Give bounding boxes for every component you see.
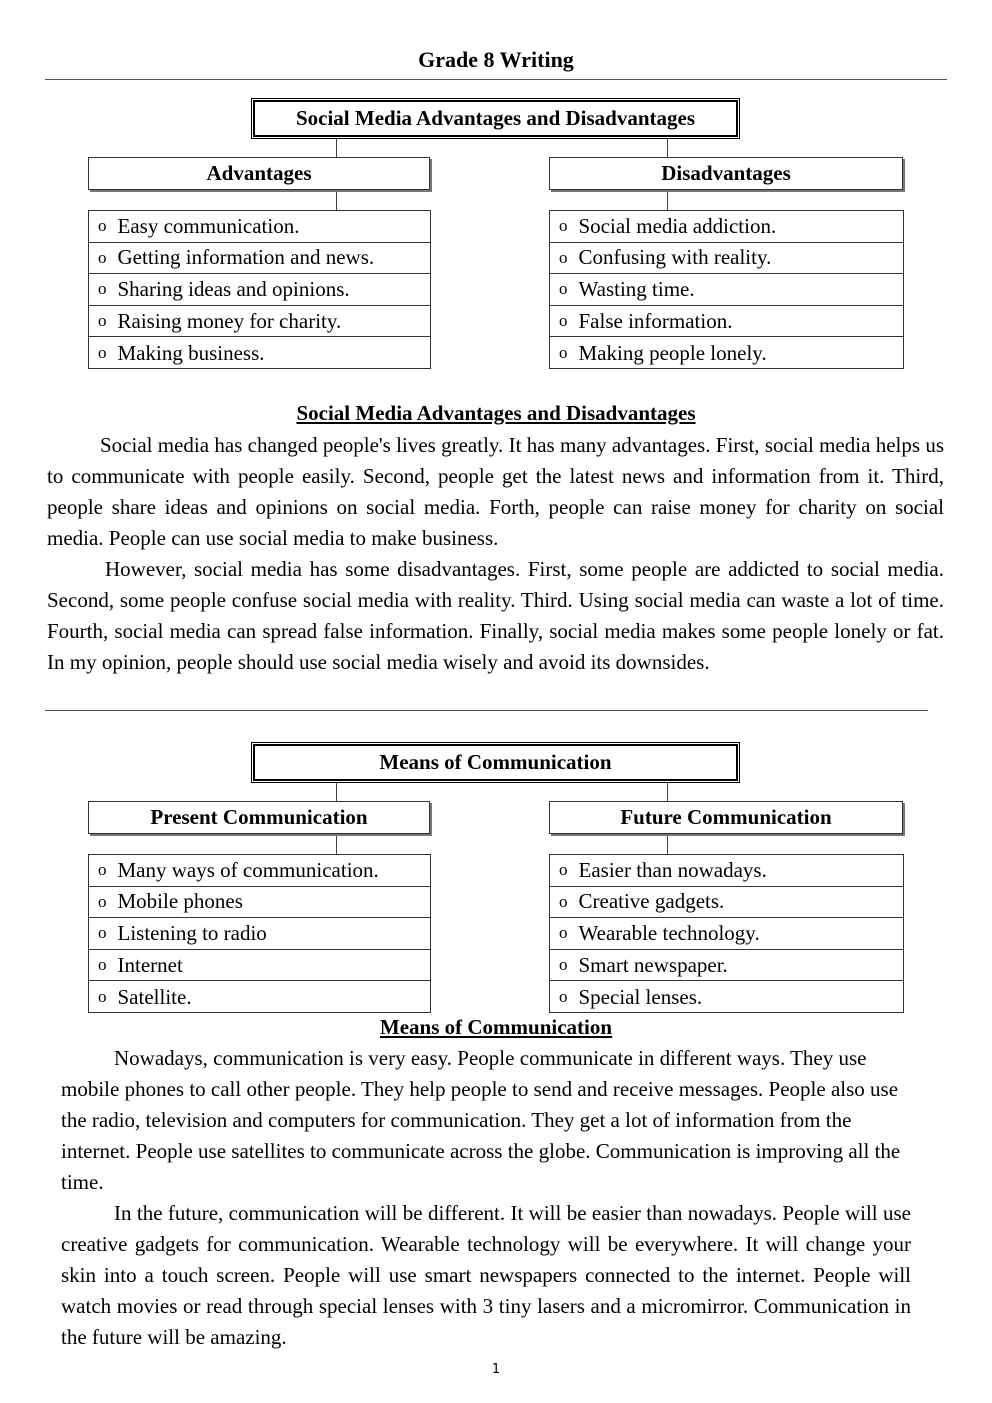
header-divider — [45, 79, 947, 80]
list-item: o Creative gadgets. — [550, 887, 903, 919]
essay-title-social-media: Social Media Advantages and Disadvantages — [296, 401, 696, 425]
list-item: o Special lenses. — [559, 984, 703, 1009]
circle-bullet-icon: o — [559, 216, 568, 236]
list-item: o Confusing with reality. — [550, 243, 903, 275]
list-item: o Easier than nowadays. — [550, 855, 903, 887]
circle-bullet-icon: o — [98, 987, 107, 1007]
list-item: o Many ways of communication. — [89, 855, 430, 887]
circle-bullet-icon: o — [98, 923, 107, 943]
disadvantages-heading: Disadvantages — [661, 161, 791, 185]
list-item: o Satellite. — [98, 984, 192, 1009]
diagram-main-title: Means of Communication — [379, 750, 612, 774]
circle-bullet-icon: o — [98, 216, 107, 236]
circle-bullet-icon: o — [559, 923, 568, 943]
list-item: o Social media addiction. — [550, 211, 903, 243]
list-item: o Wasting time. — [550, 274, 903, 306]
list-item: o Wearable technology. — [550, 918, 903, 950]
connector-line — [336, 192, 337, 210]
connector-line — [667, 783, 668, 801]
circle-bullet-icon: o — [559, 343, 568, 363]
essay-paragraph: However, social media has some disadvantages. First, some people are addicted to social media. Second, some people confuse social media with reality. Third. Using social media can waste a lot of time. Fourth, social media can spread false information. Finally, social media makes some people lonely or fat. In my opinion, people should use social media wisely and avoid its downsides. — [47, 557, 944, 674]
present-communication-heading: Present Communication — [150, 805, 368, 829]
list-item: o Sharing ideas and opinions. — [89, 274, 430, 306]
advantages-list — [88, 210, 431, 369]
circle-bullet-icon: o — [559, 987, 568, 1007]
essay-title-communication: Means of Communication — [379, 1015, 613, 1039]
circle-bullet-icon: o — [98, 891, 107, 911]
page-number: 1 — [491, 1362, 501, 1377]
essay-body-social-media — [47, 430, 944, 678]
disadvantages-heading-box — [549, 157, 903, 190]
diagram-main-title-box — [251, 98, 740, 139]
diagram-main-title: Social Media Advantages and Disadvantages — [295, 106, 696, 130]
essay-paragraph: Nowadays, communication is very easy. People communicate in different ways. They use mobile phones to call other people. They help people to send and receive messages. People also use the radio, television and computers for communication. They get a lot of information from the internet. People use satellites to communicate across the globe. Communication is improving all the time. — [61, 1046, 901, 1194]
circle-bullet-icon: o — [559, 247, 568, 267]
future-communication-list — [549, 854, 904, 1013]
future-communication-heading-box — [549, 801, 903, 834]
list-item: o Smart newspaper. — [550, 950, 903, 982]
circle-bullet-icon: o — [559, 891, 568, 911]
disadvantages-list — [549, 210, 904, 369]
section-divider — [45, 710, 928, 711]
circle-bullet-icon: o — [559, 311, 568, 331]
list-item: o Making business. — [98, 340, 265, 365]
essay-paragraph: Social media has changed people's lives greatly. It has many advantages. First, social media helps us to communicate with people easily. Second, people get the latest news and information from it. Third, people share ideas and opinions on social media. Forth, people can raise money for charity on social media. People can use social media to make business. — [47, 433, 944, 550]
advantages-heading-box — [88, 157, 430, 190]
diagram-main-title-box — [251, 742, 740, 783]
connector-line — [667, 836, 668, 854]
circle-bullet-icon: o — [98, 311, 107, 331]
list-item: o False information. — [550, 306, 903, 338]
circle-bullet-icon: o — [559, 955, 568, 975]
circle-bullet-icon: o — [98, 955, 107, 975]
page-title: Grade 8 Writing — [418, 47, 574, 72]
circle-bullet-icon: o — [98, 860, 107, 880]
connector-line — [336, 139, 337, 157]
list-item: o Raising money for charity. — [89, 306, 430, 338]
connector-line — [336, 836, 337, 854]
circle-bullet-icon: o — [98, 279, 107, 299]
connector-line — [667, 192, 668, 210]
list-item: o Getting information and news. — [89, 243, 430, 275]
list-item: o Making people lonely. — [559, 340, 767, 365]
future-communication-heading: Future Communication — [620, 805, 832, 829]
present-communication-list — [88, 854, 431, 1013]
connector-line — [667, 139, 668, 157]
list-item: o Easy communication. — [89, 211, 430, 243]
advantages-heading: Advantages — [206, 161, 312, 185]
present-communication-heading-box — [88, 801, 430, 834]
essay-body-communication — [61, 1043, 911, 1353]
list-item: o Mobile phones — [89, 887, 430, 919]
circle-bullet-icon: o — [98, 343, 107, 363]
circle-bullet-icon: o — [559, 279, 568, 299]
circle-bullet-icon: o — [98, 247, 107, 267]
circle-bullet-icon: o — [559, 860, 568, 880]
list-item: o Internet — [89, 950, 430, 982]
essay-paragraph: In the future, communication will be different. It will be easier than nowadays. People will use creative gadgets for communication. Wearable technology will be everywhere. It will change your skin into a touch screen. People will use smart newspapers connected to the internet. People will watch movies or read through special lenses with 3 tiny lasers and a micromirror. Communication in the future will be amazing. — [61, 1201, 911, 1349]
list-item: o Listening to radio — [89, 918, 430, 950]
connector-line — [336, 783, 337, 801]
